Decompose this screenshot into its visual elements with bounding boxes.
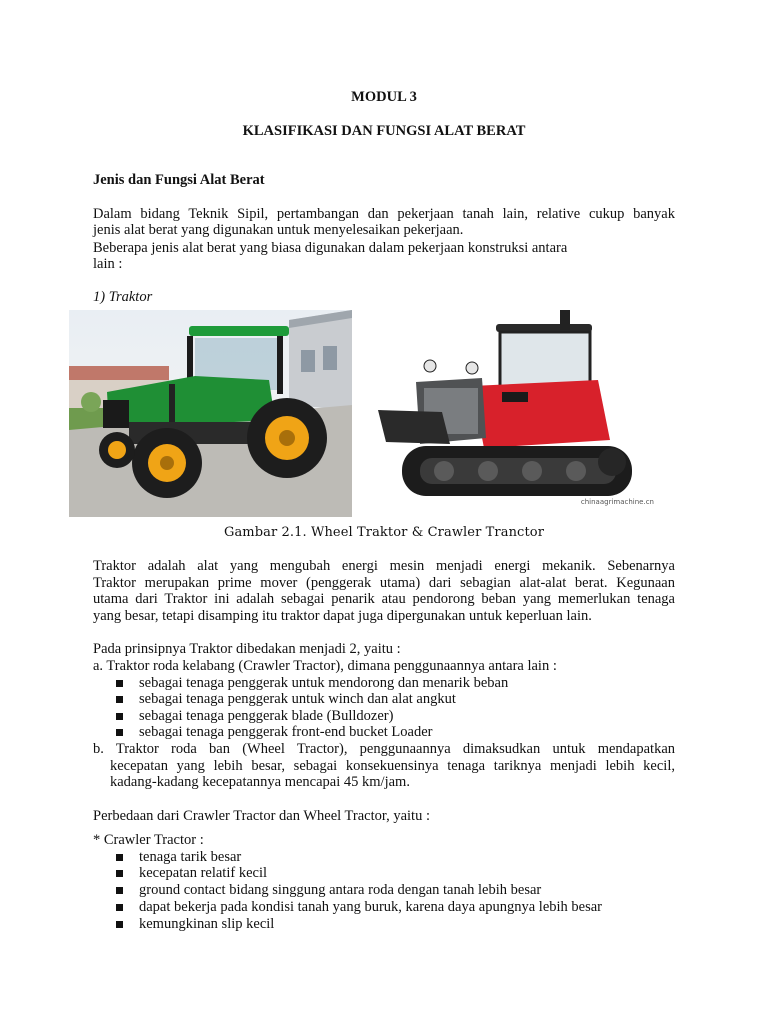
crawler-bullet-3: ground contact bidang singgung antara roda dengan tanah lebih besar	[139, 882, 542, 898]
bullet-marker	[116, 921, 123, 928]
bullet-marker	[116, 713, 123, 720]
intro-line-3: Beberapa jenis alat berat yang biasa digunakan dalam pekerjaan konstruksi antara	[93, 240, 568, 256]
crawler-bullet-4: dapat bekerja pada kondisi tanah yang buruk, karena daya apungnya lebih besar	[139, 899, 603, 915]
intro-line-1: Dalam bidang Teknik Sipil, pertambangan dan pekerjaan tanah lain, relative cukup banyak	[93, 206, 675, 222]
intro-line-2: jenis alat berat yang digunakan untuk menyelesaikan pekerjaan.	[93, 222, 464, 238]
bullet-marker	[116, 729, 123, 736]
crawler-tractor-illustration	[372, 310, 658, 517]
item-a: a. Traktor roda kelabang (Crawler Tractor), dimana penggunaannya antara lain :	[93, 658, 557, 674]
item-b-line-3: kadang-kadang kecepatannya mencapai 45 km/jam.	[110, 774, 410, 790]
para1-line-3: utama dari Traktor ini adalah sebagai penarik atau pendorong beban yang memerlukan tenaga	[93, 591, 675, 607]
item-a-bullet-2: sebagai tenaga penggerak untuk winch dan alat angkut	[139, 691, 456, 707]
item-a-bullet-4: sebagai tenaga penggerak front-end bucket Loader	[139, 724, 433, 740]
wheel-tractor-photo	[69, 310, 352, 517]
bullet-marker	[116, 870, 123, 877]
crawler-bullet-5: kemungkinan slip kecil	[139, 916, 275, 932]
para1-line-2: Traktor merupakan prime mover (penggerak utama) dari sebagian alat-alat berat. Kegunaan	[93, 575, 675, 591]
figure-caption: Gambar 2.1. Wheel Traktor & Crawler Tranctor	[223, 525, 545, 540]
module-title: MODUL 3	[351, 89, 417, 105]
para1-line-1: Traktor adalah alat yang mengubah energi mesin menjadi energi mekanik. Sebenarnya	[93, 558, 675, 574]
item-a-bullet-3: sebagai tenaga penggerak blade (Bulldozer)	[139, 708, 394, 724]
wheel-tractor-illustration	[69, 310, 352, 517]
para2-intro: Pada prinsipnya Traktor dibedakan menjadi 2, yaitu :	[93, 641, 401, 657]
crawler-tractor-photo	[372, 310, 658, 517]
crawler-bullet-1: tenaga tarik besar	[139, 849, 242, 865]
section-heading: Jenis dan Fungsi Alat Berat	[93, 172, 265, 188]
item-b-line-1: b. Traktor roda ban (Wheel Tractor), penggunaannya dimaksudkan untuk mendapatkan	[93, 741, 675, 757]
item-b-line-2: kecepatan yang lebih besar, sebagai konsekuensinya tenaga tariknya menjadi lebih kecil,	[110, 758, 675, 774]
chapter-title: KLASIFIKASI DAN FUNGSI ALAT BERAT	[242, 123, 526, 139]
bullet-marker	[116, 680, 123, 687]
bullet-marker	[116, 887, 123, 894]
intro-line-4: lain :	[93, 256, 123, 272]
crawler-label: * Crawler Tractor :	[93, 832, 204, 848]
bullet-marker	[116, 696, 123, 703]
subheading-traktor: 1) Traktor	[93, 289, 153, 305]
bullet-marker	[116, 854, 123, 861]
bullet-marker	[116, 904, 123, 911]
diff-intro: Perbedaan dari Crawler Tractor dan Wheel Tractor, yaitu :	[93, 808, 430, 824]
crawler-bullet-2: kecepatan relatif kecil	[139, 865, 268, 881]
item-a-bullet-1: sebagai tenaga penggerak untuk mendorong dan menarik beban	[139, 675, 509, 691]
para1-line-4: yang besar, tetapi disamping itu traktor dapat juga dipergunakan untuk keperluan lain.	[93, 608, 592, 624]
photo-watermark: chinaagrimachine.cn	[580, 498, 654, 506]
